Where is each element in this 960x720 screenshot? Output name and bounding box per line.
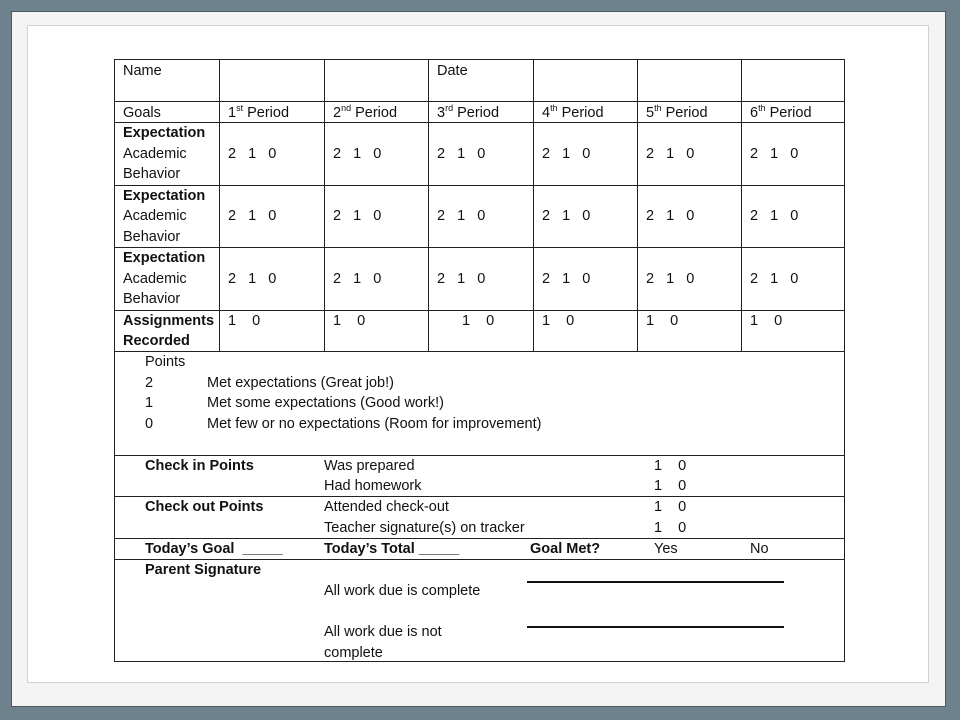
assignment-score-cell[interactable]: 1 0 — [220, 311, 325, 351]
assignment-score-cell[interactable]: 1 0 — [638, 311, 742, 351]
parent-signature-row — [115, 560, 844, 663]
score-cell[interactable]: 2 1 0 — [534, 123, 638, 185]
assignment-score-cell[interactable]: 1 0 — [750, 313, 783, 329]
goal-met-yes[interactable]: Yes — [654, 541, 678, 557]
goals-label: Goals — [123, 105, 161, 121]
score-cell[interactable]: 2 1 0 — [429, 186, 534, 247]
goal-met-no[interactable]: No — [750, 541, 769, 557]
date-label: Date — [437, 63, 468, 79]
signature-line-complete[interactable] — [527, 581, 784, 583]
points-description: Met expectations (Great job!) — [207, 375, 394, 391]
check-out-item: Teacher signature(s) on tracker — [324, 520, 525, 536]
score-cell[interactable]: 2 1 0 — [750, 271, 799, 287]
name-field-2[interactable] — [325, 60, 429, 101]
period-header: 3rd Period — [429, 102, 534, 122]
work-complete-option: All work due is complete — [324, 583, 481, 599]
assignments-cell: Assignments Recorded — [115, 311, 220, 351]
name-cell — [115, 60, 220, 101]
expectation-row — [115, 248, 844, 311]
score-cell[interactable]: 2 1 0 — [429, 248, 534, 310]
daily-progress-tracker — [114, 59, 845, 662]
assignment-score-cell[interactable]: 1 0 — [429, 311, 534, 351]
date-cell — [429, 60, 534, 101]
score-cell[interactable]: 2 1 0 — [638, 248, 742, 310]
check-in-item: Had homework — [324, 478, 422, 494]
date-field-1[interactable] — [534, 60, 638, 101]
score-cell[interactable]: 2 1 0 — [750, 208, 799, 224]
check-in-label: Check in Points — [145, 458, 254, 474]
points-value: 1 — [145, 395, 154, 411]
goal-row — [115, 539, 844, 560]
period-header: 1st Period — [220, 102, 325, 122]
signature-line-not-complete[interactable] — [527, 626, 784, 628]
expectation-cell: Expectation Academic Behavior — [115, 186, 220, 247]
score-cell[interactable]: 2 1 0 — [325, 186, 429, 247]
points-description: Met some expectations (Good work!) — [207, 395, 444, 411]
check-in-item: Was prepared — [324, 458, 415, 474]
check-out-row — [115, 497, 844, 539]
check-out-score[interactable]: 1 0 — [654, 499, 687, 515]
score-cell[interactable]: 2 1 0 — [220, 123, 325, 185]
assignment-score-cell[interactable]: 1 0 — [325, 311, 429, 351]
score-cell[interactable]: 2 1 0 — [534, 248, 638, 310]
period-header: 5th Period — [638, 102, 742, 122]
check-out-label: Check out Points — [145, 499, 264, 515]
period-header: 2nd Period — [325, 102, 429, 122]
points-value: 0 — [145, 416, 154, 432]
score-cell[interactable]: 2 1 0 — [325, 123, 429, 185]
todays-goal[interactable]: Today’s Goal _____ — [145, 541, 283, 557]
date-field-2[interactable] — [638, 60, 742, 101]
score-cell[interactable]: 2 1 0 — [220, 248, 325, 310]
check-out-score[interactable]: 1 0 — [654, 520, 687, 536]
check-in-score[interactable]: 1 0 — [654, 458, 687, 474]
points-heading: Points — [145, 354, 186, 370]
check-in-row — [115, 456, 844, 497]
score-cell[interactable]: 2 1 0 — [534, 186, 638, 247]
check-in-score[interactable]: 1 0 — [654, 478, 687, 494]
assignments-row — [115, 311, 844, 352]
name-field-1[interactable] — [220, 60, 325, 101]
goal-met-label: Goal Met? — [530, 541, 601, 557]
period-header: 4th Period — [534, 102, 638, 122]
work-not-complete-option: All work due is not — [324, 624, 442, 640]
check-out-item: Attended check-out — [324, 499, 449, 515]
assignment-score-cell[interactable]: 1 0 — [534, 311, 638, 351]
points-value: 2 — [145, 375, 154, 391]
expectation-cell: Expectation Academic Behavior — [115, 123, 220, 185]
points-key — [115, 352, 844, 456]
expectation-cell: Expectation Academic Behavior — [115, 248, 220, 310]
points-description: Met few or no expectations (Room for improvement) — [207, 416, 542, 432]
goals-cell — [115, 102, 220, 122]
name-date-row — [115, 60, 844, 102]
expectation-row — [115, 123, 844, 186]
score-cell[interactable]: 2 1 0 — [325, 248, 429, 310]
period-header: 6th Period — [750, 103, 812, 121]
score-cell[interactable]: 2 1 0 — [429, 123, 534, 185]
expectation-row — [115, 186, 844, 248]
parent-signature-label: Parent Signature — [145, 562, 262, 578]
score-cell[interactable]: 2 1 0 — [638, 186, 742, 247]
todays-total[interactable]: Today’s Total _____ — [324, 541, 460, 557]
score-cell[interactable]: 2 1 0 — [638, 123, 742, 185]
work-not-complete-option-cont: complete — [324, 645, 383, 661]
score-cell[interactable]: 2 1 0 — [750, 146, 799, 162]
score-cell[interactable]: 2 1 0 — [220, 186, 325, 247]
goals-header-row — [115, 102, 844, 123]
date-field-3[interactable] — [742, 60, 846, 101]
name-label: Name — [123, 63, 162, 79]
